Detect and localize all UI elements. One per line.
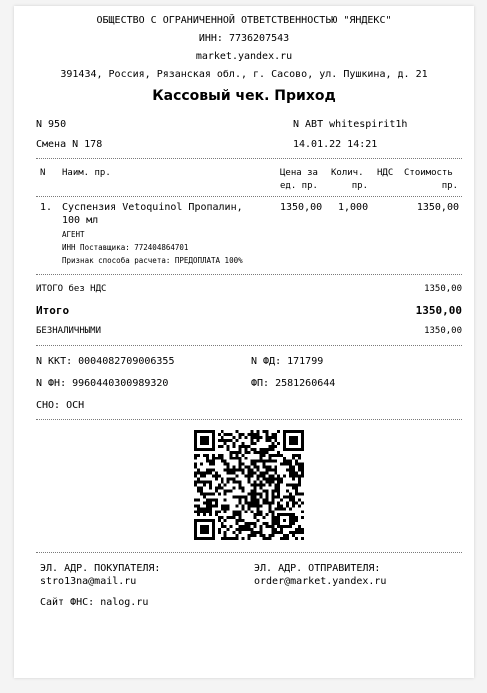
receipt-number: N 950	[36, 119, 67, 130]
kkt-number: N ККТ: 0004082709006355	[36, 356, 175, 367]
total-label: Итого	[36, 304, 70, 317]
buyer-email-label: ЭЛ. АДР. ПОКУПАТЕЛЯ:	[40, 563, 161, 574]
col-header-n: N	[40, 168, 46, 178]
col-header-vat: НДС	[377, 168, 394, 178]
cashless-label: БЕЗНАЛИЧНЫМИ	[36, 326, 102, 336]
item-supplier-inn: ИНН Поставщика: 772404864701	[62, 243, 189, 252]
divider	[36, 158, 462, 159]
col-header-qty-1: Колич.	[331, 168, 364, 178]
cashless-value: 1350,00	[424, 326, 462, 336]
col-header-price-1: Цена за	[280, 168, 318, 178]
col-header-price-2: ед. пр.	[280, 181, 318, 191]
total-value: 1350,00	[415, 304, 462, 317]
qr-code	[194, 430, 304, 540]
avt-number: N АВТ whitespirit1h	[293, 119, 408, 130]
shift-number: Смена N 178	[36, 139, 103, 150]
buyer-email[interactable]: stro13na@mail.ru	[40, 576, 137, 587]
divider	[36, 552, 462, 553]
item-payment-method: Признак способа расчета: ПРЕДОПЛАТА 100%	[62, 256, 243, 265]
receipt	[14, 6, 474, 678]
divider	[36, 274, 462, 275]
org-inn: ИНН: 7736207543	[198, 33, 290, 44]
divider	[36, 419, 462, 420]
sender-email[interactable]: order@market.yandex.ru	[254, 576, 387, 587]
col-header-name: Наим. пр.	[62, 168, 111, 178]
col-header-cost-2: пр.	[441, 181, 458, 191]
item-name: Суспензия Vetoquinol Пропалин,	[62, 202, 243, 213]
org-site: market.yandex.ru	[195, 51, 293, 62]
item-name-cont: 100 мл	[62, 215, 99, 226]
item-price: 1350,00	[280, 202, 323, 213]
divider	[36, 196, 462, 197]
receipt-title: Кассовый чек. Приход	[152, 88, 336, 104]
item-number: 1.	[40, 202, 53, 213]
sno: СНО: ОСН	[36, 400, 85, 411]
item-qty: 1,000	[338, 202, 369, 213]
sender-email-label: ЭЛ. АДР. ОТПРАВИТЕЛЯ:	[254, 563, 381, 574]
col-header-cost-1: Стоимость	[404, 168, 453, 178]
item-agent: АГЕНТ	[62, 230, 85, 239]
fd-number: N ФД: 171799	[251, 356, 324, 367]
org-address: 391434, Россия, Рязанская обл., г. Сасово, ул. Пушкина, д. 21	[60, 69, 428, 80]
divider	[36, 345, 462, 346]
fns-site[interactable]: Сайт ФНС: nalog.ru	[40, 597, 149, 608]
receipt-datetime: 14.01.22 14:21	[293, 139, 378, 150]
item-cost: 1350,00	[416, 202, 459, 213]
org-name: ОБЩЕСТВО С ОГРАНИЧЕННОЙ ОТВЕТСТВЕННОСТЬЮ "ЯНДЕКС"	[96, 15, 392, 26]
fp-number: ФП: 2581260644	[251, 378, 336, 389]
fn-number: N ФН: 9960440300989320	[36, 378, 169, 389]
total-no-vat-value: 1350,00	[424, 284, 462, 294]
total-no-vat-label: ИТОГО без НДС	[36, 284, 107, 294]
col-header-qty-2: пр.	[351, 181, 368, 191]
